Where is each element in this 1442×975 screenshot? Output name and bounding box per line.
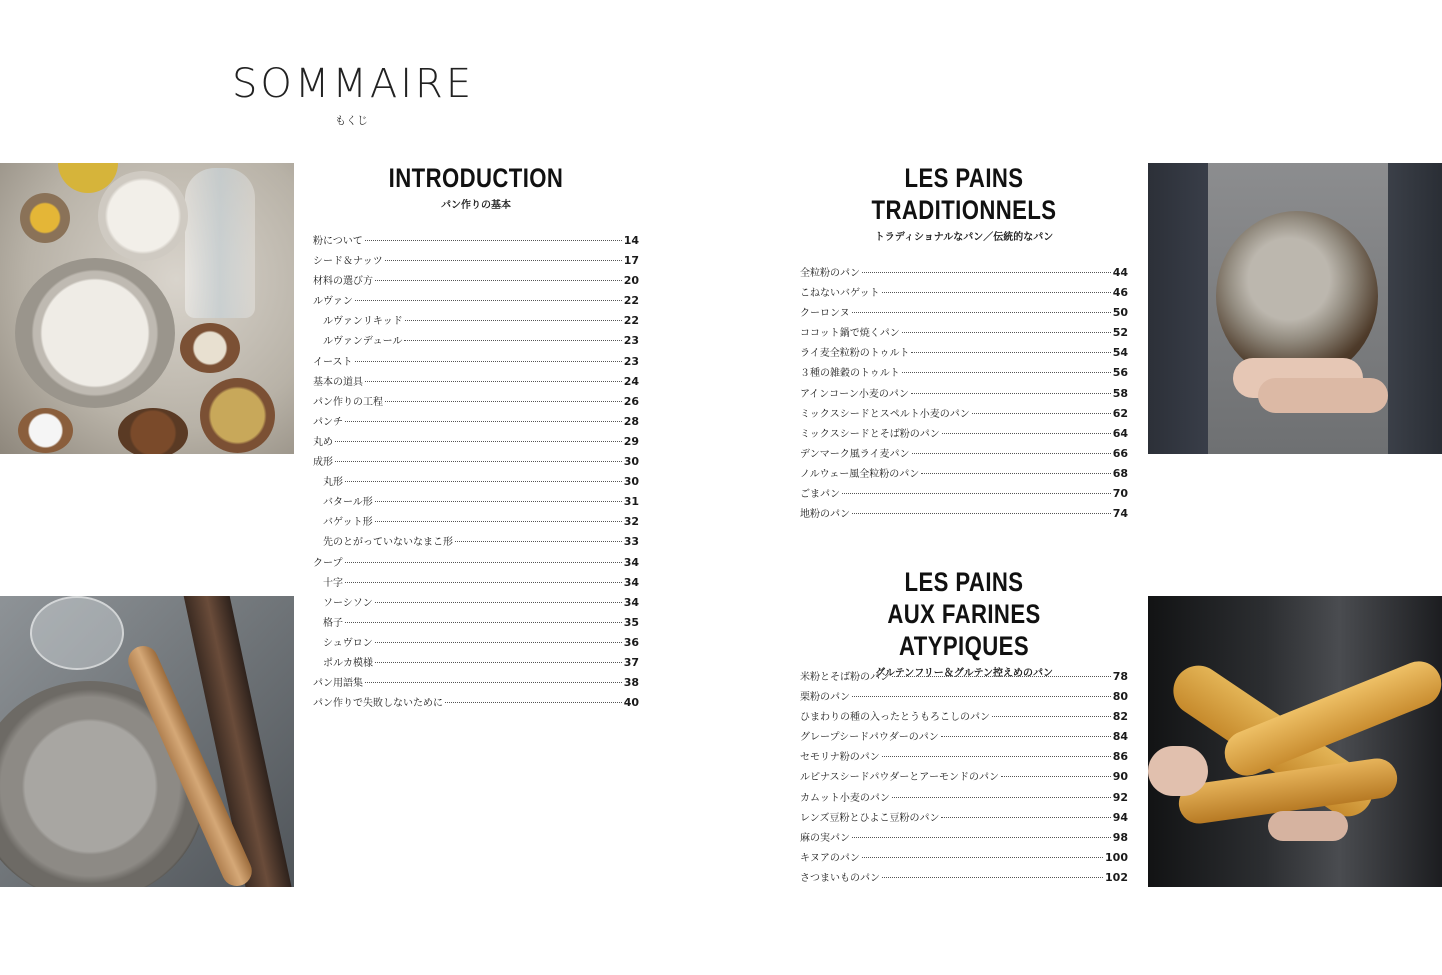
dot-leader [375,662,622,663]
toc-entry-label: ココット鍋で焼くパン [800,328,900,340]
dot-leader [882,292,1111,293]
dot-leader [852,312,1111,313]
toc-entry-label: 全粒粉のパン [800,268,860,279]
toc-entry [800,707,1128,727]
toc-entry-page: 14 [623,234,639,247]
millet-bowl-shape [200,378,275,453]
toc-entry-page: 44 [1112,266,1128,279]
toc-entry-label: アインコーン小麦のパン [800,388,909,400]
toc-entry [313,331,639,351]
toc-entry-label: バタール形 [323,497,373,509]
toc-entry-label: 十字 [323,577,343,589]
toc-entry-label: 格子 [323,617,343,629]
toc-entry-label: 先のとがっていないなまこ形 [323,537,453,549]
toc-entry-page: 29 [623,434,639,448]
dot-leader [942,433,1111,434]
dot-leader [882,756,1111,757]
toc-entry [800,323,1128,343]
toc-entry-page: 24 [623,374,639,388]
toc-entry [313,432,639,452]
toc-entry-page: 32 [623,515,639,529]
dot-leader [375,642,622,643]
dot-leader [404,340,621,341]
toc-entry [313,573,639,593]
toc-entry-label: クーロンヌ [800,308,850,320]
traditional-section [800,162,1128,243]
toc-entry [313,352,639,372]
toc-entry [313,693,639,713]
toc-entry-label: グレープシードパウダーのパン [800,732,939,744]
page-title: SOMMAIRE [232,61,475,107]
dot-leader [345,562,622,563]
dot-leader [912,453,1111,454]
toc-entry-page: 23 [623,354,639,368]
toc-entry [313,613,639,633]
toc-entry-label: デンマーク風ライ麦パン [800,448,910,460]
dot-leader [972,413,1111,414]
atypical-section [800,566,1128,679]
toc-entry [313,412,639,432]
honey-bowl-shape [20,193,70,243]
toc-entry-page: 62 [1112,406,1128,420]
toc-entry-page: 56 [1112,366,1128,380]
toc-entry [800,363,1128,383]
toc-entry-label: イースト [313,356,353,368]
toc-entry-label: ひまわりの種の入ったとうもろこしのパン [800,712,990,724]
toc-entry-label: ルヴァンデュール [323,336,403,348]
toc-entry-label: 地粉のパン [800,509,850,521]
dot-leader [862,272,1111,273]
toc-entry-page: 34 [623,595,639,609]
toc-entry-label: セモリナ粉のパン [800,752,880,764]
toc-entry-page: 94 [1112,810,1128,824]
toc-entry-page: 70 [1112,487,1128,501]
dot-leader [365,682,622,683]
toc-entry-label: 丸形 [323,477,343,489]
traditional-title-line2: TRADITIONNELS [871,195,1057,225]
baguettes-photo [1148,596,1442,887]
toc-entry-page: 54 [1112,346,1128,360]
dot-leader [1001,776,1111,777]
dot-leader [862,857,1103,858]
toc-entry-page: 82 [1112,710,1128,724]
toc-entry [800,667,1128,687]
dot-leader [355,300,622,301]
toc-entry-label: 麻の実パン [800,832,850,844]
dot-leader [385,401,622,402]
toc-entry [800,687,1128,707]
dot-leader [882,877,1103,878]
toc-entry [800,384,1128,404]
dot-leader [345,481,622,482]
toc-entry [313,633,639,653]
toc-entry-label: 粉について [313,236,363,247]
toc-entry-page: 40 [623,696,639,710]
toc-entry [313,553,639,573]
toc-entry-label: パンチ [313,416,343,428]
toc-entry [800,263,1128,283]
intro-title: INTRODUCTION [388,163,564,193]
toc-entry-page: 74 [1112,507,1128,521]
toc-entry [313,392,639,412]
dot-leader [902,332,1111,333]
toc-entry [313,653,639,673]
toc-entry [800,788,1128,808]
toc-entry-page: 34 [623,575,639,589]
toc-entry [800,808,1128,828]
toc-entry [313,673,639,693]
toc-entry-page: 22 [623,294,639,308]
toc-entry-page: 26 [623,394,639,408]
dot-leader [385,260,622,261]
toc-entry-label: ３種の雑穀のトゥルト [800,368,900,380]
toc-entry [800,424,1128,444]
dot-leader [375,501,622,502]
toc-entry-label: パン用語集 [313,678,363,690]
intro-section [313,162,639,211]
toc-entry [313,593,639,613]
toc-entry [800,868,1128,888]
banneton-photo [0,596,294,887]
toc-entry [800,444,1128,464]
toc-entry-label: カムット小麦のパン [800,792,890,804]
toc-entry-label: ごまパン [800,489,840,501]
toc-entry-page: 84 [1112,730,1128,744]
toc-entry-page: 20 [623,274,639,288]
atypical-subtitle: グルテンフリー＆グルテン控えめのパン [875,668,1053,679]
toc-entry-page: 30 [623,455,639,469]
toc-entry-page: 52 [1112,326,1128,340]
toc-entry-page: 35 [623,615,639,629]
toc-entry-page: 28 [623,414,639,428]
dot-leader [375,602,622,603]
dot-leader [852,696,1111,697]
toc-entry-page: 46 [1112,286,1128,300]
dot-leader [335,441,622,442]
toc-entry [800,283,1128,303]
dot-leader [345,582,622,583]
dot-leader [842,493,1111,494]
dot-leader [345,622,622,623]
toc-entry-label: さつまいものパン [800,872,880,884]
round-loaf-photo [1148,163,1442,454]
toc-entry-page: 90 [1112,770,1128,784]
hand-shape [1268,811,1348,841]
hand-shape [1258,378,1388,413]
intro-subtitle: パン作りの基本 [441,200,511,211]
atypical-toc [800,667,1128,888]
toc-entry-page: 68 [1112,466,1128,480]
hand-shape [1148,746,1208,796]
toc-entry [800,343,1128,363]
toc-entry [800,464,1128,484]
toc-entry-page: 30 [623,475,639,489]
toc-entry [313,372,639,392]
salt-spoon-shape [18,408,73,453]
toc-entry [800,767,1128,787]
toc-entry-page: 31 [623,495,639,509]
flour-bowl-shape [15,258,175,408]
toc-entry-label: シード＆ナッツ [313,256,383,268]
dot-leader [365,240,622,241]
toc-entry [800,747,1128,767]
toc-entry [800,504,1128,524]
toc-entry-label: バゲット形 [323,517,373,529]
toc-entry-label: ルピナスシードパウダーとアーモンドのパン [800,772,999,784]
toc-entry [800,404,1128,424]
loaf-shape [1216,211,1378,381]
toc-entry [313,311,639,331]
toc-entry-label: 材料の選び方 [313,276,373,288]
toc-entry-label: キヌアのパン [800,852,860,864]
dot-leader [892,797,1111,798]
toc-entry-page: 66 [1112,446,1128,460]
dot-leader [852,837,1111,838]
toc-entry [313,512,639,532]
toc-entry-label: ルヴァンリキッド [323,316,403,328]
water-jar-shape [185,168,255,318]
toc-entry-label: パン作りの工程 [313,396,383,408]
buckwheat-spoon-shape [118,408,188,454]
dot-leader [455,541,622,542]
toc-entry [313,251,639,271]
toc-entry-page: 98 [1112,830,1128,844]
toc-entry-page: 37 [623,655,639,669]
toc-entry-page: 23 [623,334,639,348]
dot-leader [345,421,622,422]
toc-entry [313,532,639,552]
toc-entry-page: 33 [623,535,639,549]
toc-entry-label: ミックスシードとそば粉のパン [800,428,940,440]
toc-entry-page: 36 [623,635,639,649]
toc-entry-label: 丸め [313,436,333,448]
toc-entry-label: ソーシソン [323,597,373,609]
glass-shape [30,596,124,670]
page-subtitle: もくじ [335,114,368,127]
toc-entry [313,231,639,251]
toc-entry-label: ルヴァン [313,296,353,308]
toc-entry-page: 50 [1112,306,1128,320]
toc-entry-page: 100 [1105,850,1128,864]
toc-entry-label: ノルウェー風全粒粉のパン [800,468,920,480]
toc-entry-page: 58 [1112,386,1128,400]
toc-entry [313,472,639,492]
toc-entry [800,727,1128,747]
toc-entry-label: パン作りで失敗しないために [313,698,443,710]
atypical-title-line2: AUX FARINES ATYPIQUES [887,599,1041,661]
dot-leader [335,461,622,462]
traditional-title-line1: LES PAINS [904,163,1024,193]
dot-leader [921,473,1110,474]
toc-entry [313,452,639,472]
toc-entry-label: こねないバゲット [800,288,880,300]
toc-entry [313,291,639,311]
toc-entry [313,271,639,291]
toc-entry-label: 成形 [313,457,333,469]
ingredients-photo [0,163,294,454]
toc-entry-label: 米粉とそば粉のパン [800,672,890,683]
atypical-title-line1: LES PAINS [904,567,1024,597]
toc-entry-page: 86 [1112,750,1128,764]
toc-entry-page: 80 [1112,690,1128,704]
dot-leader [992,716,1111,717]
toc-entry [313,492,639,512]
dot-leader [892,676,1111,677]
toc-entry-label: レンズ豆粉とひよこ豆粉のパン [800,812,940,824]
toc-entry-label: ライ麦全粒粉のトゥルト [800,348,910,360]
dot-leader [375,521,622,522]
toc-entry-label: クープ [313,557,343,569]
toc-entry-page: 78 [1112,670,1128,683]
toc-entry-label: ポルカ模様 [323,657,373,669]
toc-entry-page: 92 [1112,790,1128,804]
dot-leader [852,513,1111,514]
toc-entry-page: 38 [623,676,639,690]
dot-leader [941,817,1110,818]
toc-entry-page: 22 [623,314,639,328]
traditional-subtitle: トラディショナルなパン／伝統的なパン [874,232,1054,243]
dot-leader [941,736,1111,737]
toc-entry-label: ミックスシードとスペルト小麦のパン [800,408,970,420]
toc-entry [800,828,1128,848]
toc-entry-page: 64 [1112,426,1128,440]
toc-entry-page: 34 [623,555,639,569]
dot-leader [445,702,622,703]
toc-entry-page: 17 [623,254,639,268]
dot-leader [375,280,622,281]
dot-leader [355,361,622,362]
toc-entry-label: 栗粉のパン [800,692,850,704]
intro-toc [313,231,639,713]
dot-leader [365,381,622,382]
toc-entry-page: 102 [1105,870,1128,884]
toc-entry [800,484,1128,504]
toc-entry [800,848,1128,868]
traditional-toc [800,263,1128,524]
dot-leader [902,372,1111,373]
yeast-bowl-shape [180,323,240,373]
toc-entry-label: シュヴロン [323,637,373,649]
toc-entry [800,303,1128,323]
dot-leader [405,320,622,321]
dot-leader [911,352,1110,353]
dot-leader [911,393,1111,394]
salt-bowl-shape [98,171,188,261]
toc-entry-label: 基本の道具 [313,376,363,388]
